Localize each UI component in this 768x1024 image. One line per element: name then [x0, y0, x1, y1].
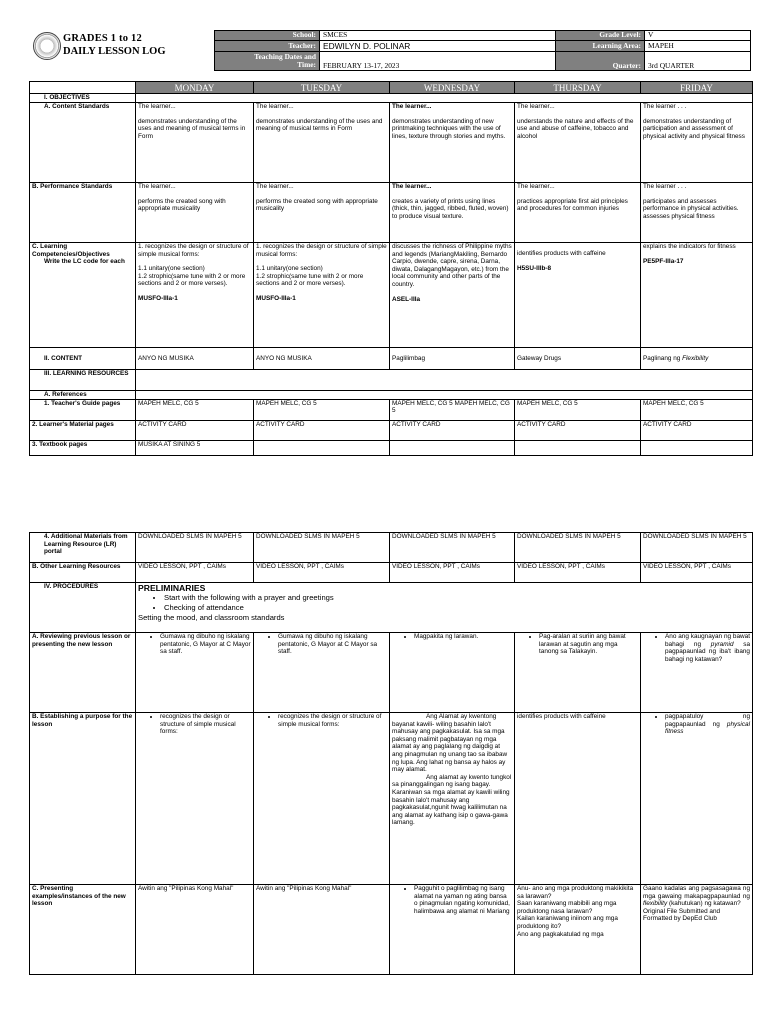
teacher-value: EDWILYN D. POLINAR: [320, 41, 556, 52]
lc-friday: explains the indicators for fitness PE5PF-IIIa-17: [641, 243, 753, 348]
tg-tuesday: MAPEH MELC, CG 5: [254, 399, 390, 420]
lc-tuesday: 1. recognizes the design or structure of simple musical forms: 1.1 unitary(one section) 1.2 strophic(same tune with 2 or more sections and 2 or more verses). MUSFO-IIIa-1: [254, 243, 390, 348]
lm-wednesday: ACTIVITY CARD: [390, 420, 515, 440]
tb-monday: MUSIKA AT SINING 5: [136, 440, 254, 455]
learning-area-label: Learning Area:: [556, 41, 645, 52]
tg-friday: MAPEH MELC, CG 5: [641, 399, 753, 420]
grades-title: GRADES 1 to 12: [63, 33, 142, 44]
day-tuesday: TUESDAY: [254, 82, 390, 94]
pp-thursday: identifies products with caffeine: [515, 713, 641, 885]
references-label: A. References: [30, 391, 136, 400]
lm-friday: ACTIVITY CARD: [641, 420, 753, 440]
procedures-label: IV. PROCEDURES: [30, 583, 136, 633]
tg-thursday: MAPEH MELC, CG 5: [515, 399, 641, 420]
references-blank: [136, 391, 753, 400]
rv-monday: • Gumawa ng dibuho ng iskalang pentatonic, G Mayor at C Mayor sa staff.: [136, 633, 254, 713]
performance-standards-label: B. Performance Standards: [30, 183, 136, 243]
pr-tuesday: Awitin ang "Pilipinas Kong Mahal": [254, 885, 390, 975]
pp-wednesday: Ang Alamat ay kwentong bayanat kawili- wiling basahin lalo't mahusay ang pagkakasulat. Isa sa mga paksang malimit pagbatayan ng mga alamat ay ang paglalang ng daigdig at ang pinagmulan ng unang tao sa ibabaw ng lupa. Ang lahat ng bansa ay halos ay may alamat. Ang alamat ay kwento tungkol sa pinanggalingan ng isang bagay. Karaniwan sa mga alamat ay kawili wiling basahin lalo't mahusay ang pagkakasulat,ngunit hwag kalilimutan na ang alamat ay kathang isip o gawa-gawa lamang.: [390, 713, 515, 885]
objectives-blank: [136, 94, 753, 103]
log-title: DAILY LESSON LOG: [63, 46, 166, 57]
lm-thursday: ACTIVITY CARD: [515, 420, 641, 440]
rv-tuesday: • Gumawa ng dibuho ng iskalang pentatonic, G Mayor at C Mayor sa staff.: [254, 633, 390, 713]
day-wednesday: WEDNESDAY: [390, 82, 515, 94]
resources-label: III. LEARNING RESOURCES: [30, 370, 136, 391]
grade-level-label: Grade Level:: [556, 31, 645, 41]
lm-monday: ACTIVITY CARD: [136, 420, 254, 440]
ps-thursday: The learner... practices appropriate first aid principles and procedures for common injuries: [515, 183, 641, 243]
am-friday: DOWNLOADED SLMS IN MAPEH 5: [641, 533, 753, 563]
cs-monday: The learner... demonstrates understanding of the uses and meaning of musical terms in Form: [136, 103, 254, 183]
or-thursday: VIDEO LESSON, PPT , CAIMs: [515, 563, 641, 583]
pr-wednesday: • Pagguhit o paglilimbag ng isang alamat na yaman ng ating bansa o pinagmulan ngating komunidad, halimbawa ang alamat ni Mariang: [390, 885, 515, 975]
rv-wednesday: • Magpakita ng larawan.: [390, 633, 515, 713]
prelim-bullet-2: • Checking of attendance: [164, 603, 750, 613]
additional-materials-label: 4. Additional Materials from Learning Resource (LR) portal: [30, 533, 136, 563]
corner-cell: [30, 82, 136, 94]
content-standards-label: A. Content Standards: [30, 103, 136, 183]
tb-thursday: [515, 440, 641, 455]
objectives-label: I. OBJECTIVES: [30, 94, 136, 103]
deped-seal-icon: [33, 32, 61, 60]
lc-wednesday: discusses the richness of Philippine myths and legends (MariangMakiling, Bernardo Carpio, dwende, capre, sirena, Darna, diwata, DalagangMagayon, etc.) from the local community and other parts of the country. ASEL-IIIa: [390, 243, 515, 348]
school-label: School:: [215, 31, 320, 41]
ps-tuesday: The learner... performs the created song with appropriate musicality: [254, 183, 390, 243]
lc-monday: 1. recognizes the design or structure of simple musical forms: 1.1 unitary(one section) 1.2 strophic(same tune with 2 or more sections and 2 or more verses). MUSFO-IIIa-1: [136, 243, 254, 348]
reviewing-label: A. Reviewing previous lesson or presenting the new lesson: [30, 633, 136, 713]
pr-monday: Awitin ang "Pilipinas Kong Mahal": [136, 885, 254, 975]
prelim-line-3: Setting the mood, and classroom standards: [138, 613, 285, 622]
presenting-label: C. Presenting examples/instances of the new lesson: [30, 885, 136, 975]
rv-thursday: • Pag-aralan at suriin ang bawat larawan at sagutin ang mga tanong sa Talakayin.: [515, 633, 641, 713]
cs-tuesday: The learner... demonstrates understanding of the uses and meaning of musical terms in Form: [254, 103, 390, 183]
dates-label: Teaching Dates and Time:: [215, 52, 320, 71]
cs-wednesday: The learner... demonstrates understanding of new printmaking techniques with the use of lines, texture through stories and myths.: [390, 103, 515, 183]
tb-friday: [641, 440, 753, 455]
content-wednesday: Paglilimbag: [390, 348, 515, 370]
day-monday: MONDAY: [136, 82, 254, 94]
quarter-label: Quarter:: [556, 52, 645, 71]
teachers-guide-label: 1. Teacher's Guide pages: [30, 399, 136, 420]
quarter-value: 3rd QUARTER: [645, 52, 751, 71]
content-monday: ANYO NG MUSIKA: [136, 348, 254, 370]
resources-blank: [136, 370, 753, 391]
or-tuesday: VIDEO LESSON, PPT , CAIMs: [254, 563, 390, 583]
day-thursday: THURSDAY: [515, 82, 641, 94]
ps-wednesday: The learner... creates a variety of prints using lines (thick, thin, jagged, ribbed, fluted, woven) to produce visual texture.: [390, 183, 515, 243]
tg-wednesday: MAPEH MELC, CG 5 MAPEH MELC, CG 5: [390, 399, 515, 420]
content-tuesday: ANYO NG MUSIKA: [254, 348, 390, 370]
pr-friday: Gaano kadalas ang pagsasagawa ng mga gawaing makapagpapaunlad ng flexibility (kahutukan) ng katawan? Original File Submitted and Formatted by DepEd Club: [641, 885, 753, 975]
pp-friday: • pagpapatuloy ng pagpapaunlad ng physical fitness: [641, 713, 753, 885]
lesson-table-1: [29, 81, 753, 456]
am-tuesday: DOWNLOADED SLMS IN MAPEH 5: [254, 533, 390, 563]
content-thursday: Gateway Drugs: [515, 348, 641, 370]
competencies-label: C. Learning Competencies/Objectives Write the LC code for each: [30, 243, 136, 348]
learning-area-value: MAPEH: [645, 41, 751, 52]
am-monday: DOWNLOADED SLMS IN MAPEH 5: [136, 533, 254, 563]
dates-value: FEBRUARY 13-17, 2023: [320, 52, 556, 71]
textbook-label: 3. Textbook pages: [30, 440, 136, 455]
header-info-table: [214, 30, 751, 71]
preliminaries-title: PRELIMINARIES: [138, 583, 206, 593]
am-wednesday: DOWNLOADED SLMS IN MAPEH 5: [390, 533, 515, 563]
other-resources-label: B. Other Learning Resources: [30, 563, 136, 583]
prelim-bullet-1: • Start with the following with a prayer and greetings: [164, 593, 750, 603]
school-value: SMCES: [320, 31, 556, 41]
tb-tuesday: [254, 440, 390, 455]
purpose-label: B. Establishing a purpose for the lesson: [30, 713, 136, 885]
ps-friday: The learner . . . participates and assesses performance in physical activities. assesses physical fitness: [641, 183, 753, 243]
pr-thursday: Anu- ano ang mga produktong makikikita sa larawan? Saan karaniwang mabibili ang mga produktong nasa larawan? Kailan karaniwang iniinom ang mga produktong ito? Ano ang pagkakatulad ng mga: [515, 885, 641, 975]
ps-monday: The learner... performs the created song with appropriate musicality: [136, 183, 254, 243]
cs-friday: The learner . . . demonstrates understanding of participation and assessment of physical activity and physical fitness: [641, 103, 753, 183]
content-friday: Paglinang ng Flexibility: [641, 348, 753, 370]
am-thursday: DOWNLOADED SLMS IN MAPEH 5: [515, 533, 641, 563]
pp-monday: • recognizes the design or structure of simple musical forms:: [136, 713, 254, 885]
rv-friday: • Ano ang kaugnayan ng bawat bahagi ng pyramid sa pagpapaunlad ng iba't ibang bahagi ng katawan?: [641, 633, 753, 713]
or-wednesday: VIDEO LESSON, PPT , CAIMs: [390, 563, 515, 583]
tg-monday: MAPEH MELC, CG 5: [136, 399, 254, 420]
day-friday: FRIDAY: [641, 82, 753, 94]
cs-thursday: The learner... understands the nature and effects of the use and abuse of caffeine, tobacco and alcohol: [515, 103, 641, 183]
grade-level-value: V: [645, 31, 751, 41]
lesson-table-2: [29, 532, 753, 975]
lm-tuesday: ACTIVITY CARD: [254, 420, 390, 440]
lc-thursday: identifies products with caffeine H5SU-IIIb-8: [515, 243, 641, 348]
preliminaries-cell: [136, 583, 753, 633]
pp-tuesday: • recognizes the design or structure of simple musical forms:: [254, 713, 390, 885]
or-friday: VIDEO LESSON, PPT , CAIMs: [641, 563, 753, 583]
teacher-label: Teacher:: [215, 41, 320, 52]
or-monday: VIDEO LESSON, PPT , CAIMs: [136, 563, 254, 583]
learners-material-label: 2. Learner's Material pages: [30, 420, 136, 440]
tb-wednesday: [390, 440, 515, 455]
content-label: II. CONTENT: [30, 348, 136, 370]
